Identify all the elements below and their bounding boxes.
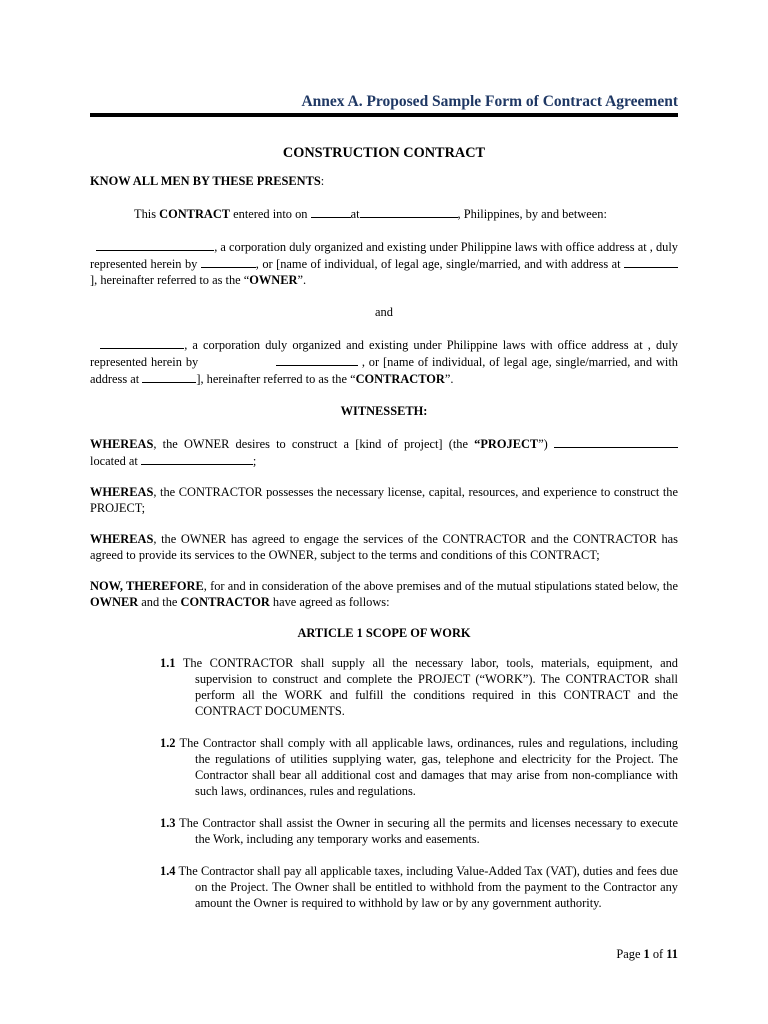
now-text: , for and in consideration of the above premises and of the mutual stipulations stated below, the <box>203 579 678 593</box>
item-number: 1.2 <box>160 736 176 750</box>
location-blank[interactable] <box>141 452 253 465</box>
now-lead: NOW, THEREFORE <box>90 579 204 593</box>
whereas-2-lead: WHEREAS <box>90 485 154 499</box>
now-therefore <box>90 578 678 610</box>
owner-name-blank[interactable] <box>96 238 214 251</box>
owner-label: OWNER <box>249 273 298 287</box>
whereas-1-close: ”) <box>538 437 554 451</box>
contractor-name-blank[interactable] <box>100 336 184 349</box>
whereas-2 <box>90 484 678 516</box>
now-and: and the <box>138 595 181 609</box>
list-item <box>125 655 678 719</box>
intro-philippines: , Philippines, by and between: <box>457 207 607 221</box>
party-contractor-paragraph <box>90 336 678 387</box>
place-blank[interactable] <box>360 205 458 218</box>
intro-entered: entered into on <box>230 207 311 221</box>
whereas-3-text: , the OWNER has agreed to engage the services of the CONTRACTOR and the CONTRACTOR has agreed to provide its services to the OWNER, subject to the terms and conditions of this CONTRACT; <box>90 532 678 562</box>
item-number: 1.1 <box>160 656 176 670</box>
intro-paragraph <box>90 205 678 222</box>
whereas-1-end: ; <box>252 454 257 468</box>
page-word: Page <box>616 947 644 961</box>
contractor-rep-blank[interactable] <box>276 353 358 366</box>
document-body <box>90 145 678 911</box>
now-owner: OWNER <box>90 595 139 609</box>
project-blank[interactable] <box>554 435 678 448</box>
list-item <box>125 863 678 911</box>
page-footer <box>616 946 678 962</box>
article-1-heading: ARTICLE 1 SCOPE OF WORK <box>297 626 471 640</box>
scope-list <box>90 655 678 911</box>
intro-contract: CONTRACT <box>159 207 231 221</box>
page-of: of <box>649 947 667 961</box>
owner-close-text: ], hereinafter referred to as the “ <box>90 273 250 287</box>
list-item <box>125 735 678 799</box>
contractor-close-text: ], hereinafter referred to as the “ <box>196 372 356 386</box>
contractor-end: ”. <box>444 372 454 386</box>
know-all-text: KNOW ALL MEN BY THESE PRESENTS <box>90 174 321 188</box>
item-number: 1.3 <box>160 816 176 830</box>
item-text: The Contractor shall pay all applicable taxes, including Value-Added Tax (VAT), duties and fees due on the Project. The Owner shall be entitled to withhold from the payment to the Contractor any amount the Owner is required to withhold by law or by any government authority. <box>175 864 678 910</box>
whereas-1-text: , the OWNER desires to construct a [kind of project] (the <box>153 437 475 451</box>
contractor-label: CONTRACTOR <box>355 372 445 386</box>
contractor-with-text: with address at <box>90 355 678 386</box>
item-number: 1.4 <box>160 864 176 878</box>
owner-address-blank[interactable] <box>624 255 678 268</box>
now-contractor: CONTRACTOR <box>180 595 270 609</box>
whereas-2-text: , the CONTRACTOR possesses the necessary license, capital, resources, and experience to construct the PROJECT; <box>90 485 678 515</box>
whereas-3-lead: WHEREAS <box>90 532 154 546</box>
annex-title: Annex A. Proposed Sample Form of Contract Agreement <box>301 93 678 110</box>
contractor-address-blank[interactable] <box>142 370 196 383</box>
owner-end: ”. <box>297 273 307 287</box>
contractor-corp-text: , a corporation duly organized and existing under Philippine laws with office address at <box>184 338 643 352</box>
page-total: 11 <box>666 947 678 961</box>
intro-this: This <box>134 207 160 221</box>
whereas-1-project: “PROJECT <box>474 437 539 451</box>
whereas-1 <box>90 435 678 469</box>
witnesseth-heading: WITNESSETH: <box>340 404 428 418</box>
item-text: The CONTRACTOR shall supply all the necessary labor, tools, materials, equipment, and supervision to construct and complete the PROJECT (“WORK”). The CONTRACTOR shall perform all the WORK and fulfill the conditions required in this CONTRACT and the CONTRACT DOCUMENTS. <box>175 656 678 718</box>
header-rule <box>90 113 678 117</box>
and-text: and <box>375 305 393 319</box>
contractor-or-text: , or [name of individual, of legal age, single/married, and <box>357 355 653 369</box>
whereas-1-located: located at <box>90 454 141 468</box>
now-end: have agreed as follows: <box>269 595 390 609</box>
whereas-3 <box>90 531 678 563</box>
date-blank[interactable] <box>311 205 351 218</box>
contract-title: CONSTRUCTION CONTRACT <box>282 145 486 161</box>
contractor-rep-text: , duly represented herein by <box>90 338 678 369</box>
list-item <box>125 815 678 847</box>
item-text: The Contractor shall assist the Owner in securing all the permits and licenses necessary to execute the Work, including any temporary works and easements. <box>175 816 678 846</box>
know-all-line: KNOW ALL MEN BY THESE PRESENTS: <box>90 174 325 188</box>
page-number: 1 <box>643 947 650 961</box>
party-owner-paragraph <box>90 238 678 288</box>
owner-or-text: , or [name of individual, of legal age, single/married, and with address at <box>255 257 621 271</box>
owner-rep-text: , duly represented herein by <box>90 240 678 271</box>
item-text: The Contractor shall comply with all applicable laws, ordinances, rules and regulations, including the regulations of utilities supplying water, gas, telephone and electricity for the Project. The Contractor shall bear all additional cost and damages that may arise from non-compliance with such laws, ordinances, rules and regulations. <box>175 736 678 798</box>
owner-rep-blank[interactable] <box>201 255 256 268</box>
owner-corp-text: , a corporation duly organized and existing under Philippine laws with office address at <box>214 240 647 254</box>
intro-at: at <box>350 207 360 221</box>
whereas-1-lead: WHEREAS <box>90 437 154 451</box>
